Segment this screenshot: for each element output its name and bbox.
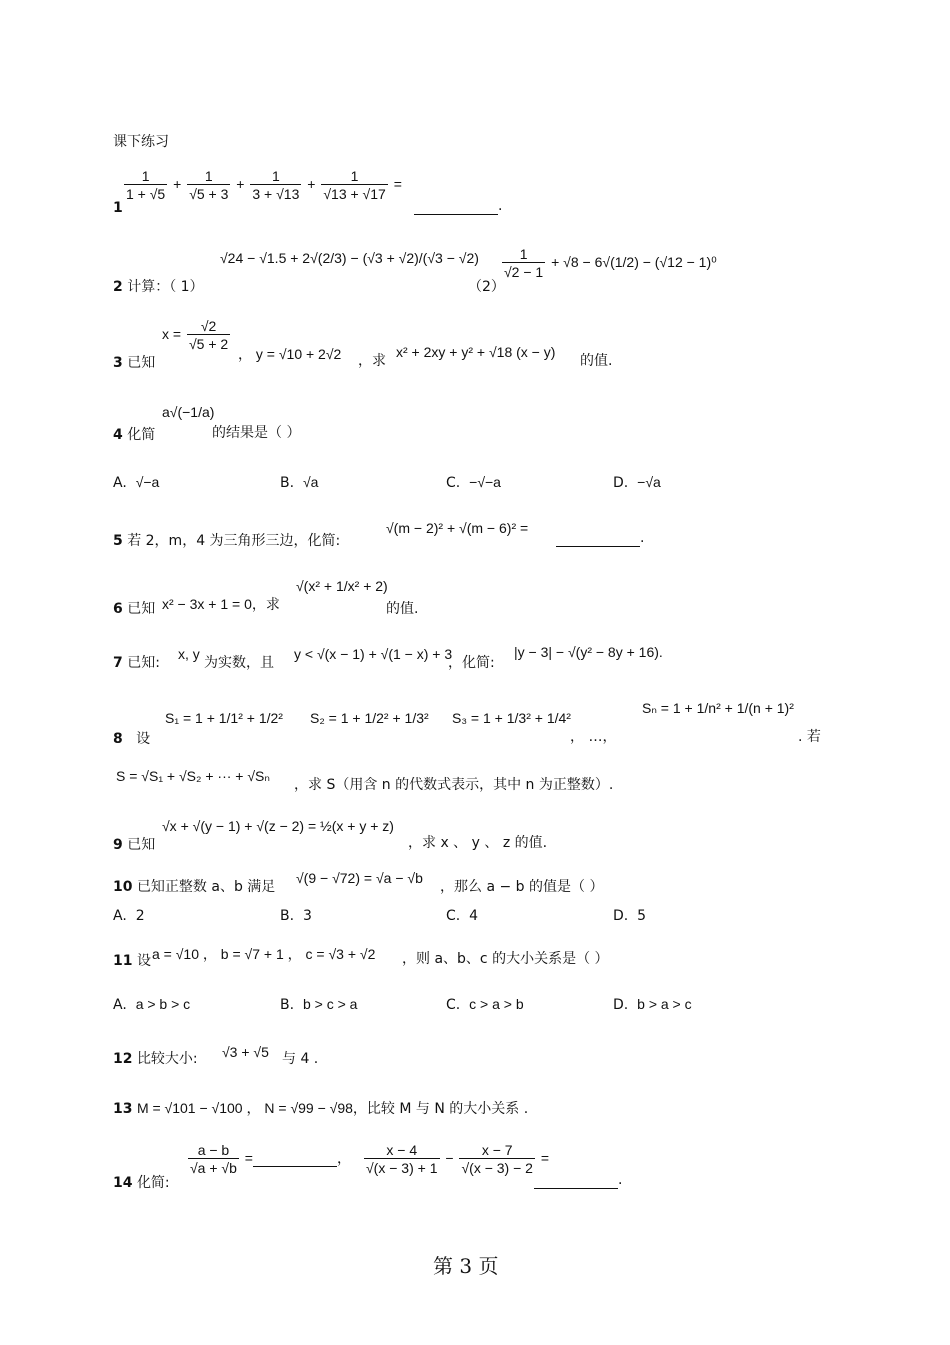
q8-s1: S₁ = 1 + 1/1² + 1/2² [165,710,283,726]
page-number: 第 3 页 [433,1254,499,1278]
q5-answer-blank: . [556,530,644,547]
q4-prompt: 4 化简 [113,427,156,443]
q8-ruo: . 若 [798,729,821,745]
q4-option-b: B. √a [280,474,319,491]
q3-prompt: 3 已知 [113,355,156,371]
q5-expression: √(m − 2)² + √(m − 6)² = [386,520,529,536]
q11-tail: ，则 a、b、c 的大小关系是（ ） [402,951,609,967]
q11-option-d: D. b > a > c [613,996,692,1013]
q10-option-b: B. 3 [280,908,312,924]
q8-s2: S₂ = 1 + 1/2² + 1/3² [310,710,429,726]
q4-expression: a√(−1/a) [162,404,215,420]
heading: 课下练习 [113,134,169,150]
q11-expression: a = √10 ， b = √7 + 1 ， c = √3 + √2 [152,946,376,962]
q7-condition: y < √(x − 1) + √(1 − x) + 3 [294,646,453,662]
q2-part2-label: （2） [468,279,505,295]
q6-tail: 的值. [386,601,419,617]
q10-prompt: 10 已知正整数 a、b 满足 [113,879,276,895]
q6-prompt: 6 已知 [113,601,156,617]
q7-vars: x, y [178,646,200,662]
q2-part1: √24 − √1.5 + 2√(2/3) − (√3 + √2)/(√3 − √2) [220,250,479,266]
q12-tail: 与 4 . [282,1051,319,1067]
q14-prompt: 14 化简: [113,1175,170,1191]
q6-expression: √(x² + 1/x² + 2) [296,578,388,594]
q9-expression: √x + √(y − 1) + √(z − 2) = ½(x + y + z) [162,818,394,834]
q10-expression: √(9 − √72) = √a − √b [296,870,423,886]
q10-tail: ，那么 a − b 的值是（ ） [440,879,604,895]
q1-number: 1 [113,200,123,216]
q4-option-a: A. √−a [113,474,160,491]
q10-option-a: A. 2 [113,908,145,924]
q7-mid1: 为实数，且 [204,655,274,671]
q3-tail: 的值. [580,353,613,369]
q11-option-b: B. b > c > a [280,996,358,1013]
q2-prompt: 2 计算：（ 1） [113,279,204,295]
q14-expression-1: $\frac{a - b}{√a + √b}$ = ， [190,1142,351,1176]
q6-condition: x² − 3x + 1 = 0，求 [162,596,280,612]
q8-sn: Sₙ = 1 + 1/n² + 1/(n + 1)² [642,700,794,716]
q8-prompt: 8 设 [113,731,151,747]
q1-answer-blank: . [414,198,502,215]
q11-prompt: 11 设 [113,953,151,969]
q4-tail: 的结果是（ ） [212,425,301,441]
q13-prompt: 13 M = √101 − √100 ， N = √99 − √98，比较 M 与 N 的大小关系 . [113,1100,529,1117]
q9-tail: ，求 x 、 y 、 z 的值. [408,835,548,851]
q11-option-a: A. a > b > c [113,996,191,1013]
q3-qiu: ，求 [358,353,386,369]
q8-dots: ， …， [570,729,617,745]
q8-sum-definition: S = √S₁ + √S₂ + ··· + √Sₙ [116,768,270,784]
q12-expression: √3 + √5 [222,1044,269,1060]
q4-option-d: D. −√a [613,474,661,491]
q1-expression: $\frac{1}{1 + √5}$ + $\frac{1}{√5 + 3}$ + $\frac{1}{3 + √13}$ + $\frac{1}{√13 + √17}$ = [126,168,402,202]
q9-prompt: 9 已知 [113,837,156,853]
q12-prompt: 12 比较大小: [113,1051,198,1067]
q7-mid2: ，化简: [448,655,495,671]
q3-x-definition: x = $\frac{√2}{√5 + 2}$ [162,318,229,352]
q2-part2: $\frac{1}{√2 - 1}$ + √8 − 6√(1/2) − (√12 − 1)⁰ [504,246,717,280]
q14-answer-blank: . [534,1172,622,1189]
q10-option-c: C. 4 [446,908,479,924]
q5-prompt: 5 若 2，m，4 为三角形三边，化简: [113,533,341,549]
q8-s3: S₃ = 1 + 1/3² + 1/4² [452,710,571,726]
q14-expression-2: $\frac{x - 4}{√(x - 3) + 1}$ − $\frac{x - 7}{√(x - 3) - 2}$ = [366,1142,550,1176]
q3-y-definition: ， y = √10 + 2√2 [238,346,342,362]
q11-option-c: C. c > a > b [446,996,524,1013]
q4-option-c: C. −√−a [446,474,501,491]
q8-question: ，求 S（用含 n 的代数式表示，其中 n 为正整数）. [294,777,614,793]
q10-option-d: D. 5 [613,908,647,924]
q7-prompt: 7 已知: [113,655,160,671]
q3-target-expression: x² + 2xy + y² + √18 (x − y) [396,344,556,360]
q7-expression: |y − 3| − √(y² − 8y + 16). [514,644,663,660]
